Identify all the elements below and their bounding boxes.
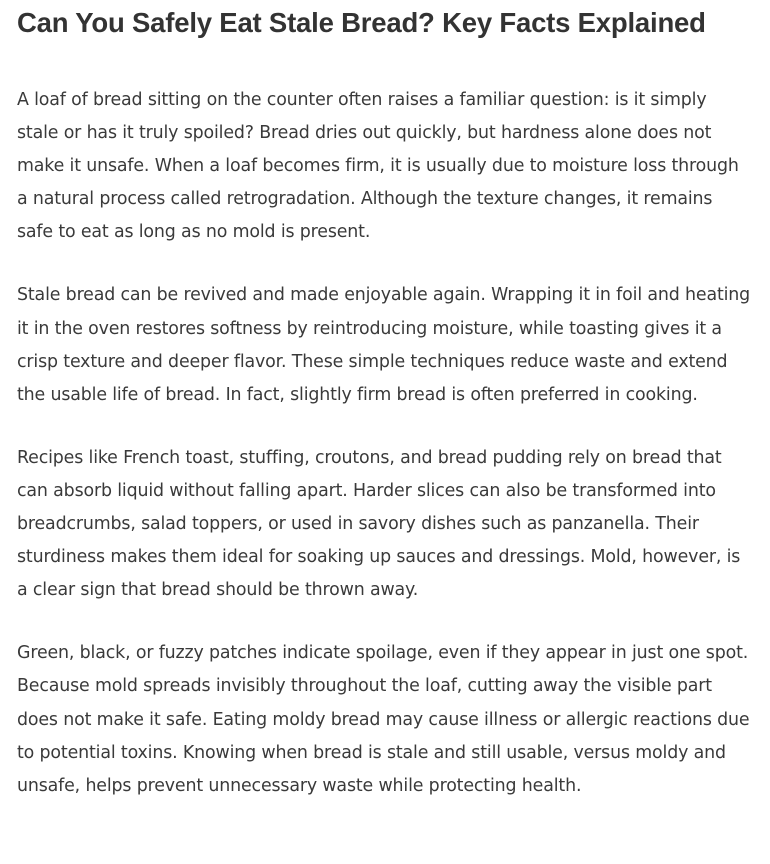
article-title: Can You Safely Eat Stale Bread? Key Facts Explained [17,7,706,38]
article-paragraph-3: Recipes like French toast, stuffing, croutons, and bread pudding rely on bread that can absorb liquid without falling apart. Harder slices can also be transformed into breadcrumbs, salad toppers, or used in savory dishes such as panzanella. Their sturdiness makes them ideal for soaking up sauces and dressings. Mold, however, is a clear sign that bread should be thrown away. [17,447,741,601]
article-paragraph-2: Stale bread can be revived and made enjoyable again. Wrapping it in foil and heating it in the oven restores softness by reintroducing moisture, while toasting gives it a crisp texture and deeper flavor. These simple techniques reduce waste and extend the usable life of bread. In fact, slightly firm bread is often preferred in cooking. [17,285,751,405]
article-paragraph-1: A loaf of bread sitting on the counter often raises a familiar question: is it simply stale or has it truly spoiled? Bread dries out quickly, but hardness alone does not make it unsafe. When a loaf becomes firm, it is usually due to moisture loss through a natural process called retrogradation. Although the texture changes, it remains safe to eat as long as no mold is present. [17,90,739,243]
article-paragraph-4: Green, black, or fuzzy patches indicate spoilage, even if they appear in just one spot. Because mold spreads invisibly throughout the loaf, cutting away the visible part does not make it safe. Eating moldy bread may cause illness or allergic reactions due to potential toxins. Knowing when bread is stale and still usable, versus moldy and unsafe, helps prevent unnecessary waste while protecting health. [17,643,750,796]
